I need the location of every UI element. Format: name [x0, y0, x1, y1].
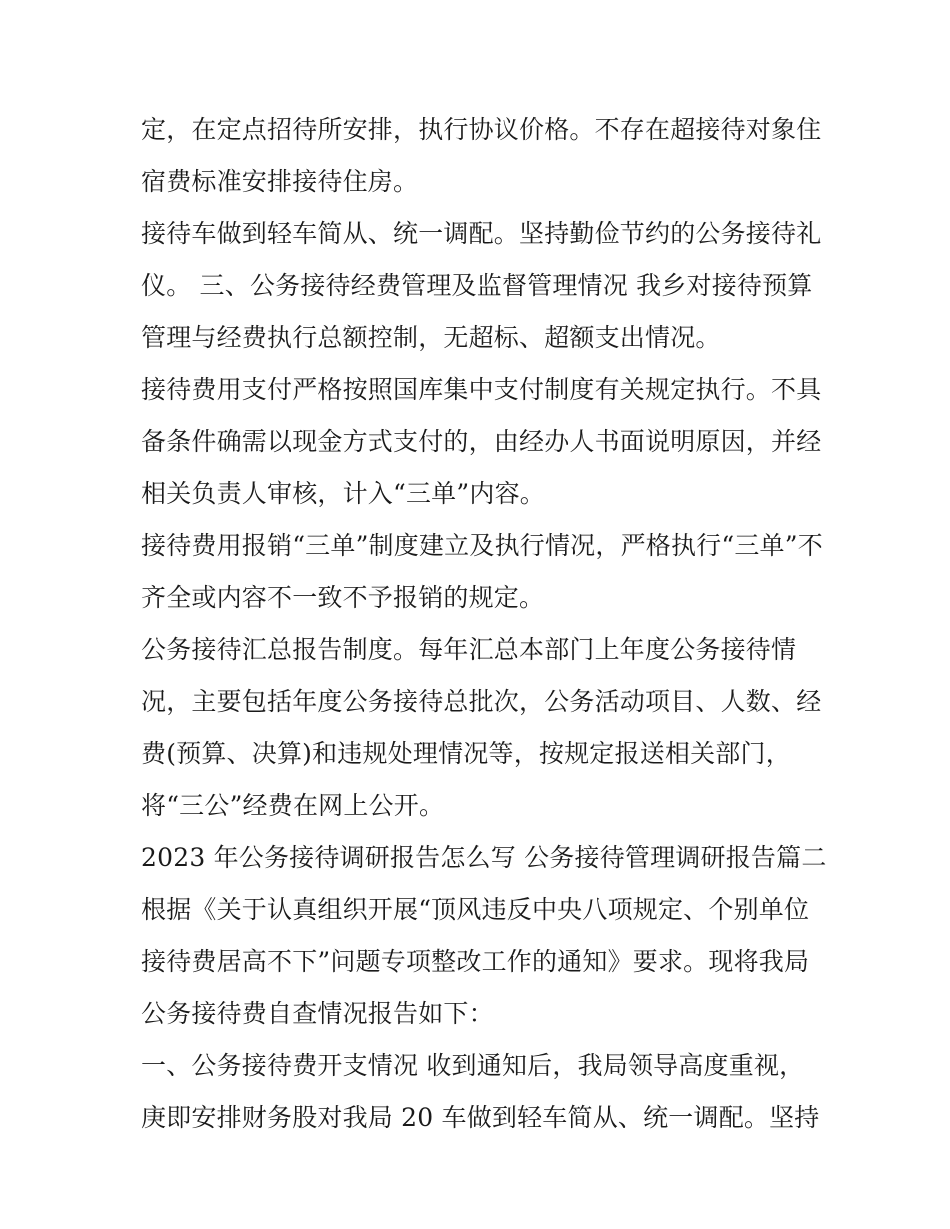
text-line: 备条件确需以现金方式支付的，由经办人书面说明原因，并经 — [141, 427, 822, 456]
text-line: 宿费标准安排接待住房。 — [141, 167, 419, 196]
text-line: 定，在定点招待所安排，执行协议价格。不存在超接待对象住 — [141, 115, 822, 144]
text-line: 接待费居高不下”问题专项整改工作的通知》要求。现将我局 — [141, 947, 810, 976]
text-line: 一、公务接待费开支情况 收到通知后，我局领导高度重视， — [141, 1051, 805, 1080]
text-line: 根据《关于认真组织开展“顶风违反中央八项规定、个别单位 — [141, 895, 810, 924]
text-line: 将“三公”经费在网上公开。 — [141, 791, 445, 820]
text-line: 相关负责人审核，计入“三单”内容。 — [141, 479, 545, 508]
text-line: 公务接待费自查情况报告如下： — [141, 999, 494, 1028]
text-line: 接待费用报销“三单”制度建立及执行情况，严格执行“三单”不 — [141, 531, 823, 560]
text-line: 费(预算、决算)和违规处理情况等，按规定报送相关部门， — [141, 739, 791, 768]
text-line: 况，主要包括年度公务接待总批次，公务活动项目、人数、经 — [141, 687, 822, 716]
text-line: 仪。 三、公务接待经费管理及监督管理情况 我乡对接待预算 — [141, 271, 813, 300]
text-line: 庚即安排财务股对我局 20 车做到轻车简从、统一调配。坚持 — [141, 1103, 820, 1132]
document-body — [141, 104, 827, 1144]
text-line: 接待车做到轻车简从、统一调配。坚持勤俭节约的公务接待礼 — [141, 219, 822, 248]
text-line: 公务接待汇总报告制度。每年汇总本部门上年度公务接待情 — [141, 635, 797, 664]
text-line: 管理与经费执行总额控制，无超标、超额支出情况。 — [141, 323, 721, 352]
text-line: 接待费用支付严格按照国库集中支付制度有关规定执行。不具 — [141, 375, 822, 404]
text-line: 2023 年公务接待调研报告怎么写 公务接待管理调研报告篇二 — [141, 843, 827, 872]
text-line: 齐全或内容不一致不予报销的规定。 — [141, 583, 545, 612]
